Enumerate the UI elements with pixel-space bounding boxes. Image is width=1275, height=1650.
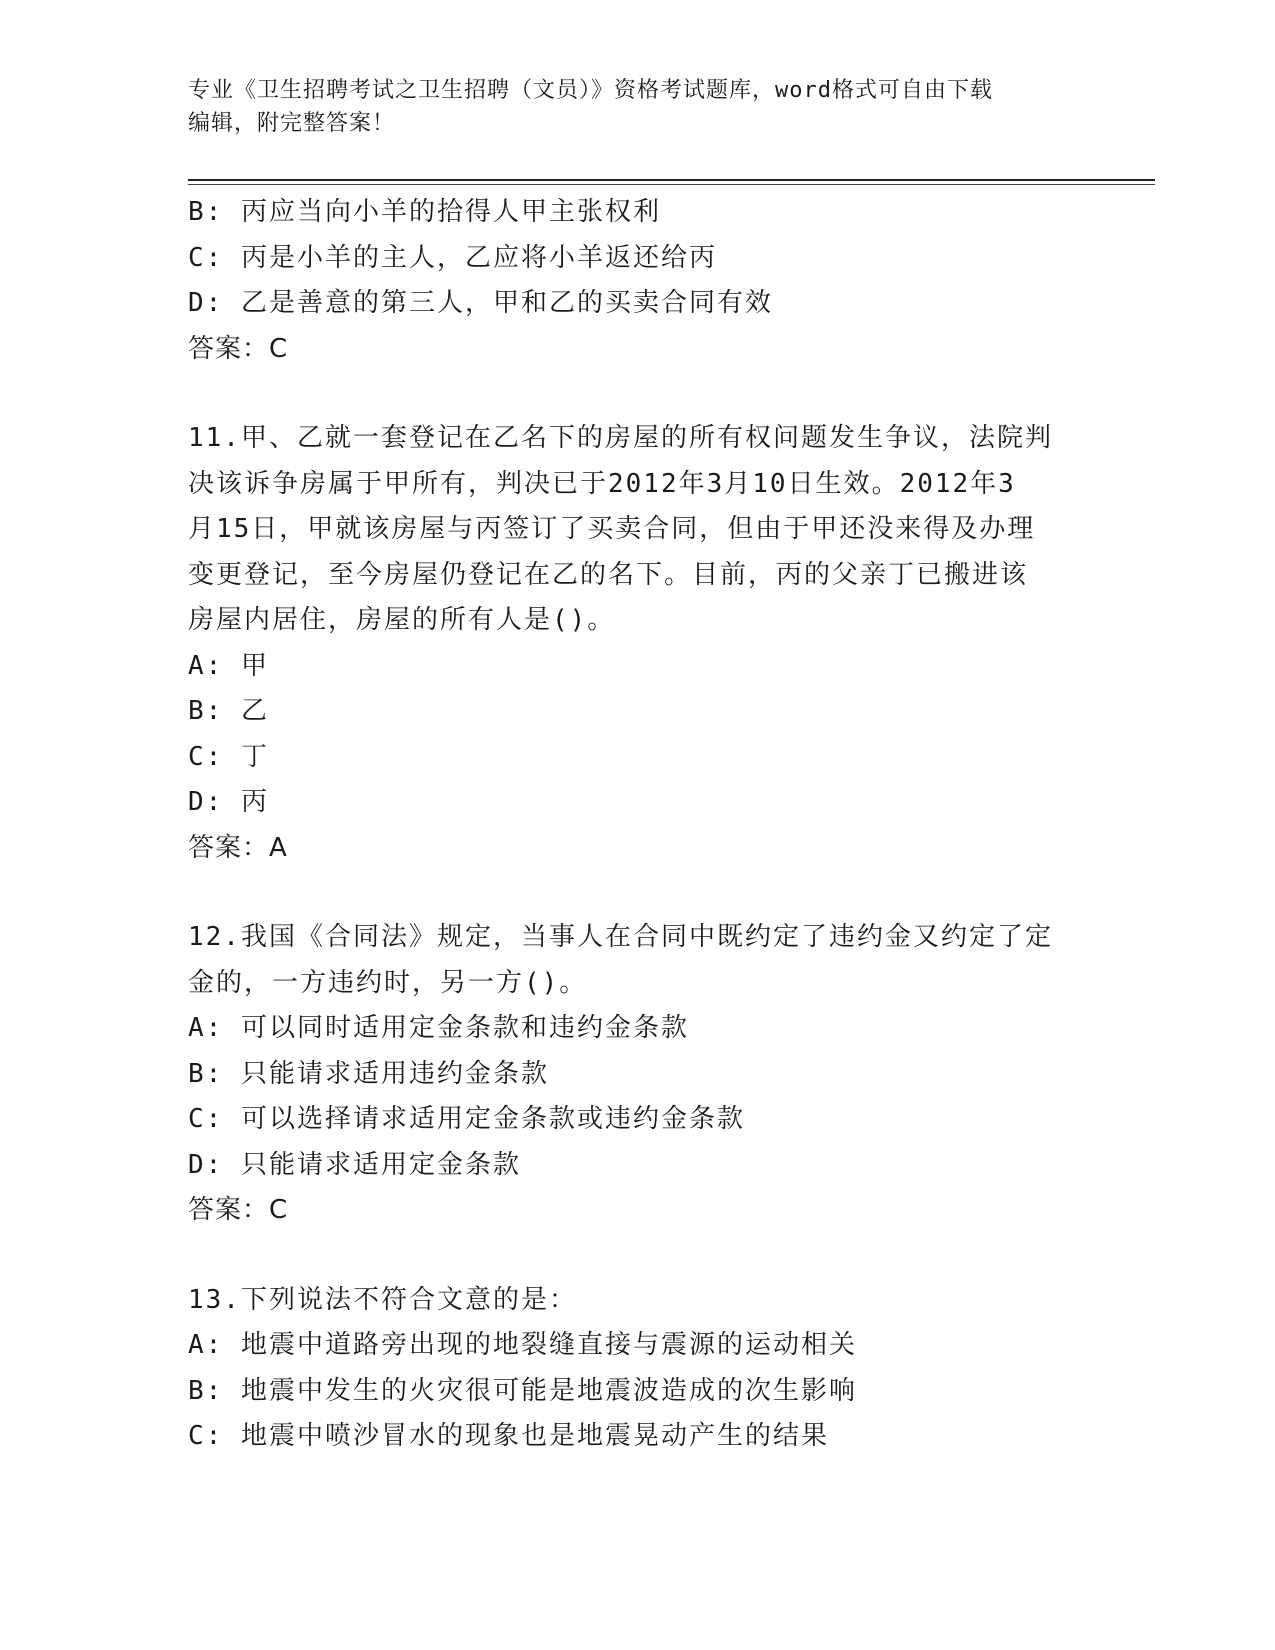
question-10-tail (188, 190, 1088, 372)
answer: 答案：C (188, 1195, 289, 1225)
option-b: B: 丙应当向小羊的拾得人甲主张权利 (188, 197, 661, 227)
option-b: B: 乙 (188, 696, 269, 726)
document-header (188, 74, 1068, 140)
question-stem-line: 12.我国《合同法》规定，当事人在合同中既约定了违约金又约定了定 (188, 922, 1053, 952)
answer: 答案：A (188, 832, 288, 863)
option-c: C: 可以选择请求适用定金条款或违约金条款 (188, 1104, 745, 1134)
question-stem-line: 金的，一方违约时，另一方()。 (188, 967, 588, 998)
answer: 答案：C (188, 333, 289, 364)
option-b: B: 地震中发生的火灾很可能是地震波造成的次生影响 (188, 1375, 857, 1406)
option-c: C: 丙是小羊的主人，乙应将小羊返还给丙 (188, 242, 717, 273)
question-stem-line: 变更登记，至今房屋仍登记在乙的名下。目前，丙的父亲丁已搬进该 (188, 559, 1029, 590)
header-line-1: 专业《卫生招聘考试之卫生招聘（文员）》资格考试题库，word格式可自由下载 (188, 78, 993, 103)
question-content (188, 190, 1088, 1460)
option-a: A: 可以同时适用定金条款和违约金条款 (188, 1013, 689, 1043)
header-divider-thin (188, 184, 1155, 185)
header-divider-thick (188, 179, 1155, 181)
spacer (188, 871, 1088, 915)
option-a: A: 地震中道路旁出现的地裂缝直接与震源的运动相关 (188, 1330, 857, 1360)
spacer (188, 1234, 1088, 1278)
option-c: C: 丁 (188, 741, 269, 772)
question-stem-line: 房屋内居住，房屋的所有人是()。 (188, 605, 616, 635)
question-11 (188, 416, 1088, 871)
question-stem-line: 11.甲、乙就一套登记在乙名下的房屋的所有权问题发生争议，法院判 (188, 423, 1053, 453)
option-a: A: 甲 (188, 650, 269, 681)
option-d: D: 乙是善意的第三人，甲和乙的买卖合同有效 (188, 288, 773, 318)
spacer (188, 372, 1088, 416)
option-b: B: 只能请求适用违约金条款 (188, 1058, 549, 1089)
question-13 (188, 1278, 1088, 1460)
header-line-2: 编辑，附完整答案！ (188, 111, 396, 136)
option-d: D: 只能请求适用定金条款 (188, 1149, 521, 1180)
question-stem-line: 13.下列说法不符合文意的是： (188, 1284, 577, 1315)
option-c: C: 地震中喷沙冒水的现象也是地震晃动产生的结果 (188, 1421, 829, 1451)
question-stem-line: 决该诉争房属于甲所有，判决已于2012年3月10日生效。2012年3 (188, 468, 1016, 499)
question-12 (188, 915, 1088, 1234)
question-stem-line: 月15日，甲就该房屋与丙签订了买卖合同，但由于甲还没来得及办理 (188, 514, 1036, 544)
option-d: D: 丙 (188, 787, 269, 817)
